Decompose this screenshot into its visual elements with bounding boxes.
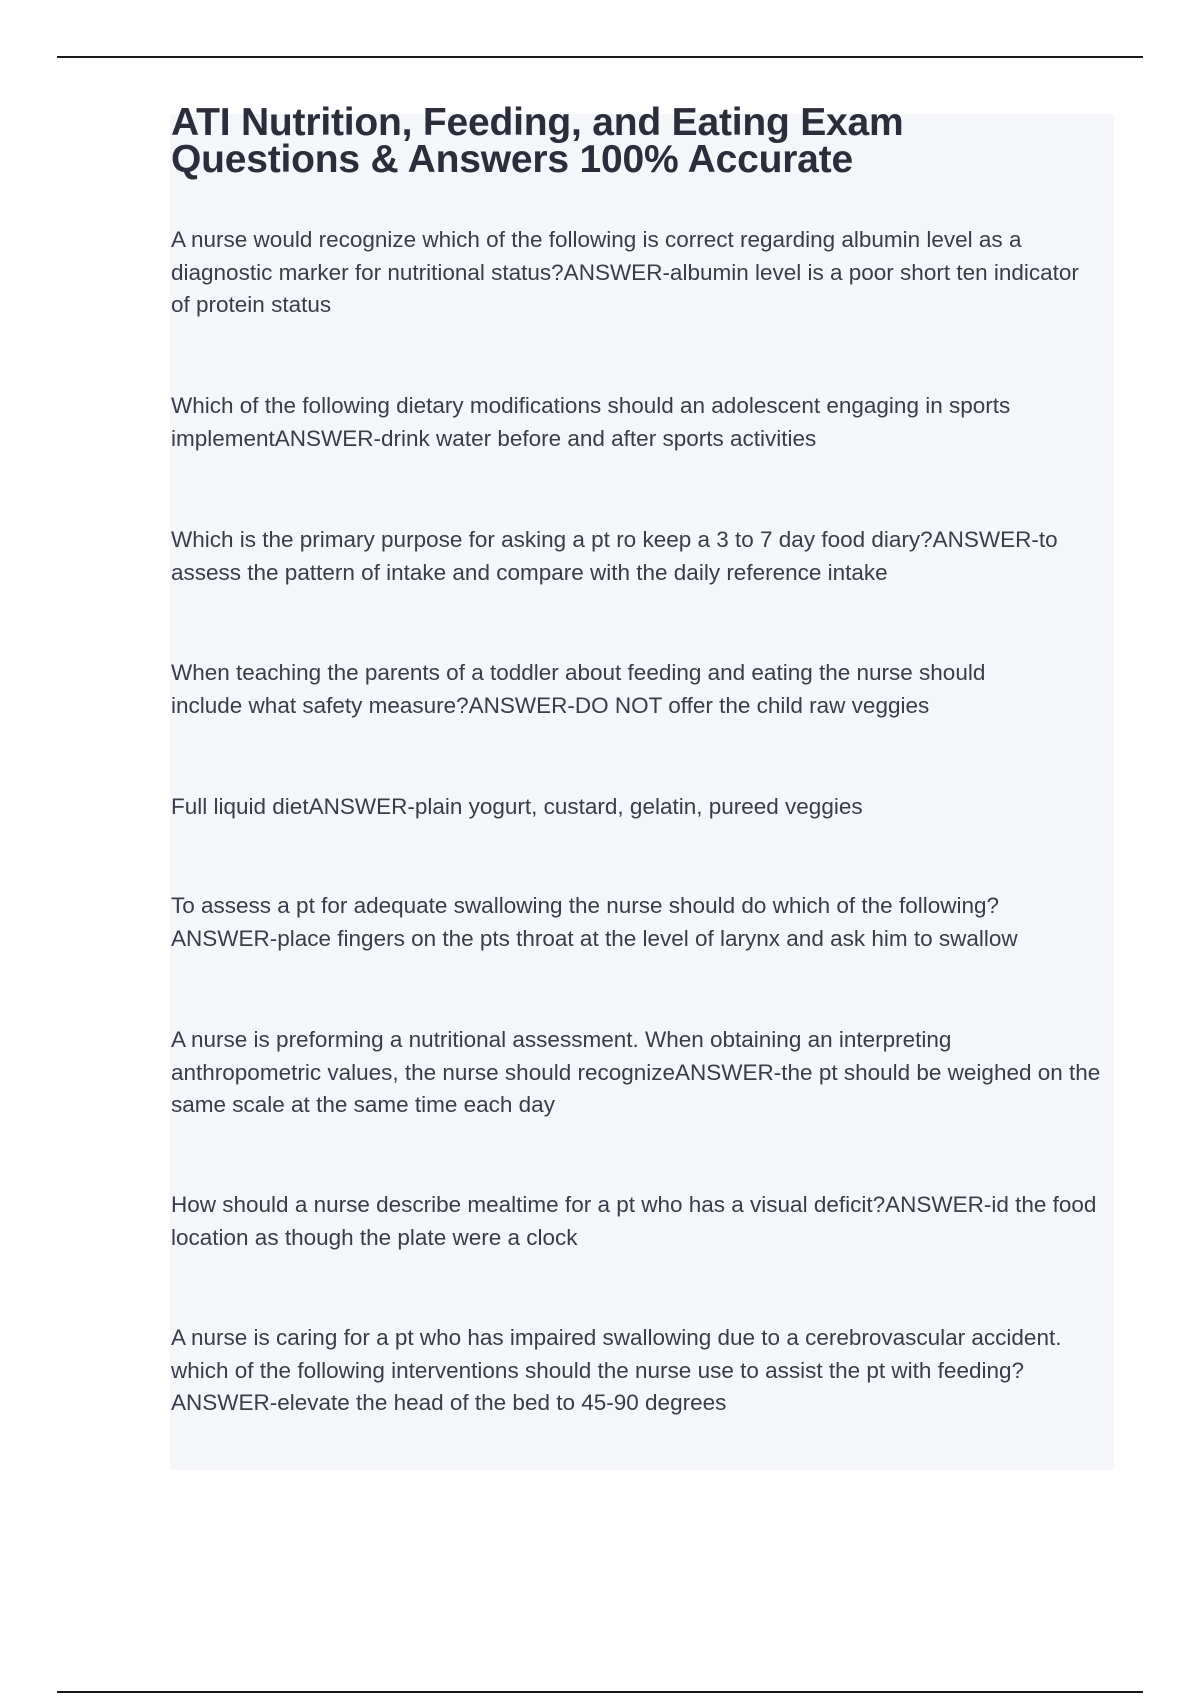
qa-item: A nurse would recognize which of the following is correct regarding albumin level as a diagnostic marker for nutritional status?ANSWER-albumin level is a poor short ten indicator of protein status — [171, 227, 1079, 317]
title-line-1: ATI Nutrition, Feeding, and Eating Exam — [171, 101, 904, 144]
qa-item: How should a nurse describe mealtime for a pt who has a visual deficit?ANSWER-id the food location as though the plate were a clock — [171, 1192, 1097, 1250]
title-line-2: Questions & Answers 100% Accurate — [171, 138, 853, 181]
qa-item: Which of the following dietary modifications should an adolescent engaging in sports implementANSWER-drink water before and after sports activities — [171, 393, 1011, 451]
qa-item: A nurse is caring for a pt who has impaired swallowing due to a cerebrovascular accident. which of the following interventions should the nurse use to assist the pt with feeding?ANSWER-elevate the head of the bed to 45-90 degrees — [171, 1325, 1062, 1415]
qa-item: Full liquid dietANSWER-plain yogurt, custard, gelatin, pureed veggies — [171, 794, 863, 819]
top-divider — [57, 56, 1143, 58]
qa-item: A nurse is preforming a nutritional assessment. When obtaining an interpreting anthropometric values, the nurse should recognizeANSWER-the pt should be weighed on the same scale at the same time each day — [171, 1027, 1101, 1117]
qa-item: When teaching the parents of a toddler about feeding and eating the nurse should include what safety measure?ANSWER-DO NOT offer the child raw veggies — [171, 660, 986, 718]
qa-item: To assess a pt for adequate swallowing the nurse should do which of the following?ANSWER-place fingers on the pts throat at the level of larynx and ask him to swallow — [171, 893, 1018, 951]
bottom-divider — [57, 1691, 1143, 1693]
document-title — [171, 101, 1131, 181]
qa-item: Which is the primary purpose for asking a pt ro keep a 3 to 7 day food diary?ANSWER-to assess the pattern of intake and compare with the daily reference intake — [171, 527, 1058, 585]
